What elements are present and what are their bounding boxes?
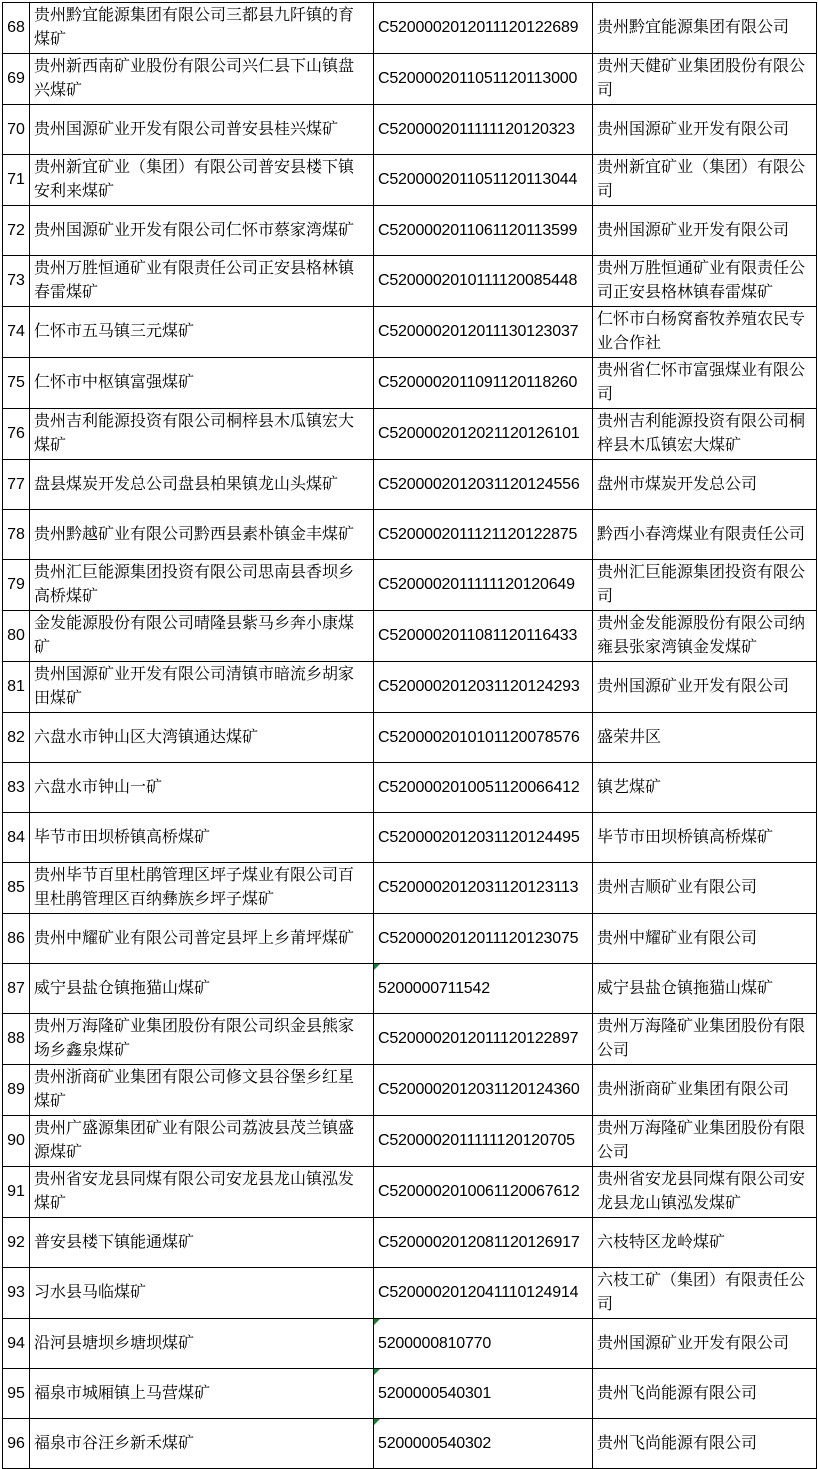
license-code-cell[interactable]: 5200000810770	[374, 1319, 593, 1369]
company-name-cell[interactable]: 贵州金发能源股份有限公司纳雍县张家湾镇金发煤矿	[593, 611, 817, 662]
number-stored-as-text-marker-icon	[374, 1319, 380, 1325]
license-code-cell[interactable]: C5200002011111120120649	[374, 560, 593, 611]
company-name-cell[interactable]: 贵州万海隆矿业集团股份有限公司	[593, 1116, 817, 1167]
row-index-cell[interactable]: 78	[3, 510, 30, 560]
license-code-cell[interactable]: 5200000711542	[374, 964, 593, 1014]
table-row	[3, 914, 817, 964]
mine-name-cell[interactable]: 贵州新宜矿业（集团）有限公司普安县楼下镇安利来煤矿	[30, 155, 374, 206]
license-code-cell[interactable]: C5200002012031120124556	[374, 460, 593, 510]
company-name-cell[interactable]: 盘州市煤炭开发总公司	[593, 460, 817, 510]
row-index-cell[interactable]: 76	[3, 409, 30, 460]
license-code-cell[interactable]: C5200002011051120113044	[374, 155, 593, 206]
company-name-cell[interactable]: 贵州浙商矿业集团有限公司	[593, 1065, 817, 1116]
mine-name-cell[interactable]: 贵州国源矿业开发有限公司清镇市暗流乡胡家田煤矿	[30, 662, 374, 713]
company-name-cell[interactable]: 贵州吉顺矿业有限公司	[593, 863, 817, 914]
mine-name-cell[interactable]: 贵州吉利能源投资有限公司桐梓县木瓜镇宏大煤矿	[30, 409, 374, 460]
company-name-cell[interactable]: 仁怀市白杨窝畜牧养殖农民专业合作社	[593, 307, 817, 358]
company-name-cell[interactable]: 贵州新宜矿业（集团）有限公司	[593, 155, 817, 206]
company-name-cell[interactable]: 贵州飞尚能源有限公司	[593, 1369, 817, 1419]
company-name-cell[interactable]: 贵州吉利能源投资有限公司桐梓县木瓜镇宏大煤矿	[593, 409, 817, 460]
table-row	[3, 1218, 817, 1268]
license-code-cell[interactable]: C5200002010061120067612	[374, 1167, 593, 1218]
row-index-cell[interactable]: 93	[3, 1268, 30, 1319]
license-code-cell[interactable]: C5200002011061120113599	[374, 206, 593, 256]
company-name-cell[interactable]: 贵州黔宜能源集团有限公司	[593, 3, 817, 54]
mine-name-cell[interactable]: 威宁县盐仓镇拖猫山煤矿	[30, 964, 374, 1014]
mine-name-cell[interactable]: 贵州浙商矿业集团有限公司修文县谷堡乡红星煤矿	[30, 1065, 374, 1116]
table-row	[3, 409, 817, 460]
license-code-cell[interactable]: C5200002011111120120705	[374, 1116, 593, 1167]
company-name-cell[interactable]: 六枝工矿（集团）有限责任公司	[593, 1268, 817, 1319]
row-index-cell[interactable]: 82	[3, 713, 30, 763]
row-index-cell[interactable]: 77	[3, 460, 30, 510]
mine-name-cell[interactable]: 贵州汇巨能源集团投资有限公司思南县香坝乡高桥煤矿	[30, 560, 374, 611]
mine-name-cell[interactable]: 习水县马临煤矿	[30, 1268, 374, 1319]
mine-name-cell[interactable]: 盘县煤炭开发总公司盘县柏果镇龙山头煤矿	[30, 460, 374, 510]
license-code-cell[interactable]: C5200002010051120066412	[374, 763, 593, 813]
company-name-cell[interactable]: 毕节市田坝桥镇高桥煤矿	[593, 813, 817, 863]
row-index-cell[interactable]: 91	[3, 1167, 30, 1218]
mine-name-cell[interactable]: 贵州新西南矿业股份有限公司兴仁县下山镇盘兴煤矿	[30, 54, 374, 105]
table-row	[3, 105, 817, 155]
mine-name-cell[interactable]: 贵州黔宜能源集团有限公司三都县九阡镇的育煤矿	[30, 3, 374, 54]
table-row	[3, 155, 817, 206]
table-row	[3, 256, 817, 307]
table-row	[3, 1014, 817, 1065]
company-name-cell[interactable]: 威宁县盐仓镇拖猫山煤矿	[593, 964, 817, 1014]
row-index-cell[interactable]: 80	[3, 611, 30, 662]
table-row	[3, 1065, 817, 1116]
company-name-cell[interactable]: 贵州国源矿业开发有限公司	[593, 662, 817, 713]
company-name-cell[interactable]: 贵州天健矿业集团股份有限公司	[593, 54, 817, 105]
license-code-cell[interactable]: C5200002011111120120323	[374, 105, 593, 155]
row-index-cell[interactable]: 69	[3, 54, 30, 105]
mine-name-cell[interactable]: 贵州万海隆矿业集团股份有限公司织金县熊家场乡鑫泉煤矿	[30, 1014, 374, 1065]
row-index-cell[interactable]: 81	[3, 662, 30, 713]
mine-name-cell[interactable]: 贵州国源矿业开发有限公司普安县桂兴煤矿	[30, 105, 374, 155]
row-index-cell[interactable]: 71	[3, 155, 30, 206]
row-index-cell[interactable]: 89	[3, 1065, 30, 1116]
mine-name-cell[interactable]: 仁怀市五马镇三元煤矿	[30, 307, 374, 358]
table-row	[3, 510, 817, 560]
table-row	[3, 460, 817, 510]
row-index-cell[interactable]: 90	[3, 1116, 30, 1167]
company-name-cell[interactable]: 贵州省仁怀市富强煤业有限公司	[593, 358, 817, 409]
mine-name-cell[interactable]: 普安县楼下镇能通煤矿	[30, 1218, 374, 1268]
coal-mine-table-body	[3, 3, 817, 1469]
table-row	[3, 1369, 817, 1419]
mine-name-cell[interactable]: 贵州万胜恒通矿业有限责任公司正安县格林镇春雷煤矿	[30, 256, 374, 307]
table-row	[3, 358, 817, 409]
row-index-cell[interactable]: 95	[3, 1369, 30, 1419]
row-index-cell[interactable]: 68	[3, 3, 30, 54]
row-index-cell[interactable]: 88	[3, 1014, 30, 1065]
mine-name-cell[interactable]: 贵州国源矿业开发有限公司仁怀市蔡家湾煤矿	[30, 206, 374, 256]
table-row	[3, 1419, 817, 1469]
table-row	[3, 1319, 817, 1369]
company-name-cell[interactable]: 贵州飞尚能源有限公司	[593, 1419, 817, 1469]
row-index-cell[interactable]: 83	[3, 763, 30, 813]
license-code-cell[interactable]: C5200002012011130123037	[374, 307, 593, 358]
coal-mine-table	[2, 2, 817, 1469]
table-row	[3, 54, 817, 105]
row-index-cell[interactable]: 72	[3, 206, 30, 256]
license-code-cell[interactable]: C5200002011051120113000	[374, 54, 593, 105]
mine-name-cell[interactable]: 六盘水市钟山区大湾镇通达煤矿	[30, 713, 374, 763]
mine-name-cell[interactable]: 仁怀市中枢镇富强煤矿	[30, 358, 374, 409]
company-name-cell[interactable]: 贵州国源矿业开发有限公司	[593, 206, 817, 256]
license-code-cell[interactable]: 5200000540301	[374, 1369, 593, 1419]
license-code-cell[interactable]: C5200002010101120078576	[374, 713, 593, 763]
license-code-cell[interactable]: C5200002012011120123075	[374, 914, 593, 964]
license-code-cell[interactable]: C5200002012011120122897	[374, 1014, 593, 1065]
number-stored-as-text-marker-icon	[374, 1369, 380, 1375]
mine-name-cell[interactable]: 沿河县塘坝乡塘坝煤矿	[30, 1319, 374, 1369]
license-code-cell[interactable]: C5200002012031120123113	[374, 863, 593, 914]
row-index-cell[interactable]: 86	[3, 914, 30, 964]
row-index-cell[interactable]: 73	[3, 256, 30, 307]
license-code-cell[interactable]: C5200002012011120122689	[374, 3, 593, 54]
table-row	[3, 307, 817, 358]
company-name-cell[interactable]: 贵州汇巨能源集团投资有限公司	[593, 560, 817, 611]
row-index-cell[interactable]: 85	[3, 863, 30, 914]
table-row	[3, 713, 817, 763]
license-code-cell[interactable]: C5200002012041110124914	[374, 1268, 593, 1319]
row-index-cell[interactable]: 74	[3, 307, 30, 358]
license-code-cell[interactable]: C5200002012081120126917	[374, 1218, 593, 1268]
company-name-cell[interactable]: 贵州万海隆矿业集团股份有限公司	[593, 1014, 817, 1065]
company-name-cell[interactable]: 贵州国源矿业开发有限公司	[593, 105, 817, 155]
license-code-cell[interactable]: C5200002010111120085448	[374, 256, 593, 307]
mine-name-cell[interactable]: 金发能源股份有限公司晴隆县紫马乡奔小康煤矿	[30, 611, 374, 662]
mine-name-cell[interactable]: 贵州毕节百里杜鹃管理区坪子煤业有限公司百里杜鹃管理区百纳彝族乡坪子煤矿	[30, 863, 374, 914]
row-index-cell[interactable]: 84	[3, 813, 30, 863]
mine-name-cell[interactable]: 贵州中耀矿业有限公司普定县坪上乡莆坪煤矿	[30, 914, 374, 964]
table-row	[3, 964, 817, 1014]
number-stored-as-text-marker-icon	[374, 1419, 380, 1425]
row-index-cell[interactable]: 75	[3, 358, 30, 409]
company-name-cell[interactable]: 贵州万胜恒通矿业有限责任公司正安县格林镇春雷煤矿	[593, 256, 817, 307]
mine-name-cell[interactable]: 六盘水市钟山一矿	[30, 763, 374, 813]
table-row	[3, 1268, 817, 1319]
mine-name-cell[interactable]: 福泉市城厢镇上马营煤矿	[30, 1369, 374, 1419]
table-row	[3, 206, 817, 256]
table-row	[3, 1167, 817, 1218]
mine-name-cell[interactable]: 贵州黔越矿业有限公司黔西县素朴镇金丰煤矿	[30, 510, 374, 560]
license-code-cell[interactable]: C5200002012031120124293	[374, 662, 593, 713]
table-row	[3, 611, 817, 662]
mine-name-cell[interactable]: 福泉市谷汪乡新禾煤矿	[30, 1419, 374, 1469]
table-row	[3, 662, 817, 713]
license-code-cell[interactable]: C5200002011121120122875	[374, 510, 593, 560]
row-index-cell[interactable]: 96	[3, 1419, 30, 1469]
company-name-cell[interactable]: 贵州国源矿业开发有限公司	[593, 1319, 817, 1369]
table-row	[3, 1116, 817, 1167]
table-row	[3, 3, 817, 54]
row-index-cell[interactable]: 94	[3, 1319, 30, 1369]
mine-name-cell[interactable]: 贵州省安龙县同煤有限公司安龙县龙山镇泓发煤矿	[30, 1167, 374, 1218]
company-name-cell[interactable]: 盛荣井区	[593, 713, 817, 763]
license-code-cell[interactable]: C5200002011081120116433	[374, 611, 593, 662]
company-name-cell[interactable]: 贵州中耀矿业有限公司	[593, 914, 817, 964]
row-index-cell[interactable]: 79	[3, 560, 30, 611]
row-index-cell[interactable]: 87	[3, 964, 30, 1014]
license-code-cell[interactable]: C5200002012031120124495	[374, 813, 593, 863]
row-index-cell[interactable]: 70	[3, 105, 30, 155]
license-code-cell[interactable]: C5200002011091120118260	[374, 358, 593, 409]
mine-name-cell[interactable]: 贵州广盛源集团矿业有限公司荔波县茂兰镇盛源煤矿	[30, 1116, 374, 1167]
mine-name-cell[interactable]: 毕节市田坝桥镇高桥煤矿	[30, 813, 374, 863]
table-row	[3, 863, 817, 914]
company-name-cell[interactable]: 贵州省安龙县同煤有限公司安龙县龙山镇泓发煤矿	[593, 1167, 817, 1218]
table-row	[3, 763, 817, 813]
company-name-cell[interactable]: 镇艺煤矿	[593, 763, 817, 813]
table-row	[3, 560, 817, 611]
license-code-cell[interactable]: 5200000540302	[374, 1419, 593, 1469]
license-code-cell[interactable]: C5200002012031120124360	[374, 1065, 593, 1116]
license-code-cell[interactable]: C5200002012021120126101	[374, 409, 593, 460]
company-name-cell[interactable]: 黔西小春湾煤业有限责任公司	[593, 510, 817, 560]
number-stored-as-text-marker-icon	[374, 964, 380, 970]
table-row	[3, 813, 817, 863]
row-index-cell[interactable]: 92	[3, 1218, 30, 1268]
company-name-cell[interactable]: 六枝特区龙岭煤矿	[593, 1218, 817, 1268]
